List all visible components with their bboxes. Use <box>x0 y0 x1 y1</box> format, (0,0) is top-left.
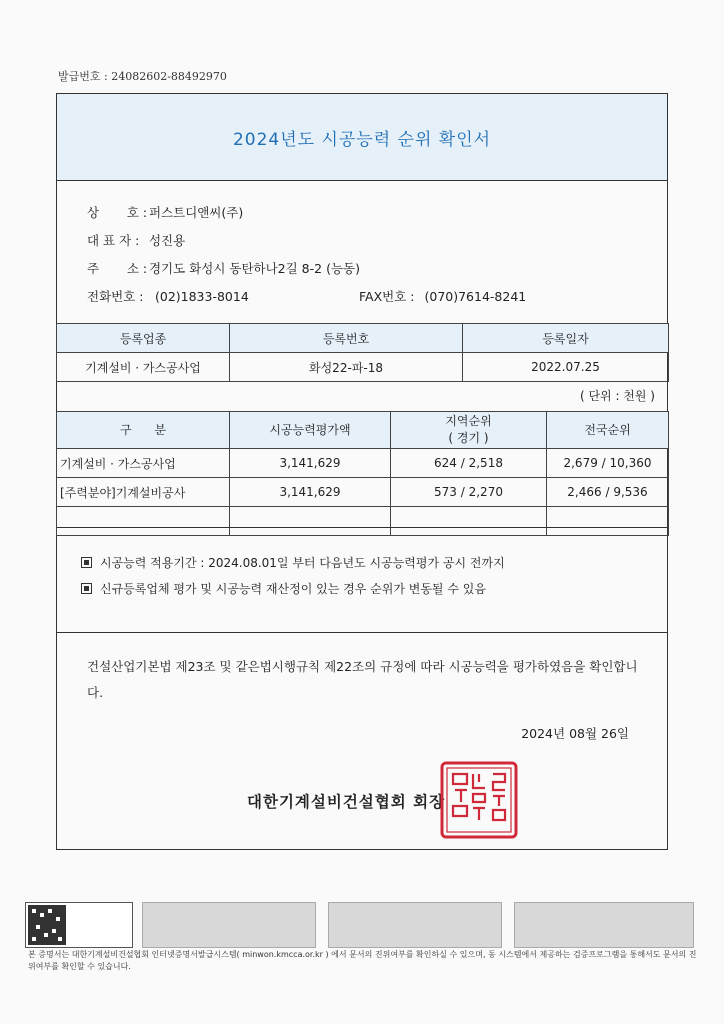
representative-row <box>87 231 185 249</box>
issuer-name: 대한기계설비건설협회 회장 <box>247 793 446 811</box>
capability-national-rank: 2,466 / 9,536 <box>547 478 669 507</box>
table-row <box>57 478 669 507</box>
capability-header-category: 구 분 <box>57 412 230 449</box>
unit-label: ( 단위 : 천원 ) <box>579 389 655 403</box>
fax-row <box>359 287 526 305</box>
registration-header-date: 등록일자 <box>463 324 669 353</box>
verification-barcode <box>142 902 316 948</box>
note-item <box>81 580 486 597</box>
registration-number: 화성22-파-18 <box>230 353 463 382</box>
company-name-row <box>87 203 243 221</box>
capability-table <box>56 411 669 536</box>
registration-header-type: 등록업종 <box>57 324 230 353</box>
square-bullet-icon <box>81 583 92 594</box>
capability-amount: 3,141,629 <box>230 449 391 478</box>
capability-national-rank: 2,679 / 10,360 <box>547 449 669 478</box>
company-name: 퍼스트디앤씨(주) <box>148 205 244 220</box>
verification-disclaimer: 본 증명서는 대한기계설비건설협회 인터넷증명서발급시스템( minwon.kmcca.or.kr ) 에서 문서의 진위여부를 확인하실 수 있으며, 동 시스템에서 제공하는 검증프로그램을 통해서도 문서의 진위여부를 확인할 수 있습니다. <box>28 950 697 971</box>
issue-date: 2024년 08월 26일 <box>521 726 629 741</box>
capability-amount: 3,141,629 <box>230 478 391 507</box>
registration-header-number: 등록번호 <box>230 324 463 353</box>
address-label: 주 소 : <box>87 261 148 276</box>
confirmation-text: 건설산업기본법 제23조 및 같은법시행규칙 제22조의 규정에 따라 시공능력을 평가하였음을 확인합니다. <box>87 659 638 700</box>
note-item <box>81 554 505 571</box>
capability-header-national-rank: 전국순위 <box>547 412 669 449</box>
registration-type: 기계설비 · 가스공사업 <box>57 353 230 382</box>
registration-table <box>56 323 669 382</box>
phone-label: 전화번호 : <box>87 289 144 304</box>
unit-row <box>57 381 667 412</box>
certificate-frame <box>56 93 668 850</box>
company-info <box>57 180 667 324</box>
company-name-label: 상 호 : <box>87 205 148 220</box>
registration-header-row <box>57 324 669 353</box>
issue-number: 발급번호 : 24082602-88492970 <box>58 70 227 83</box>
note-text: 시공능력 적용기간 : 2024.08.01일 부터 다음년도 시공능력평가 공시 전까지 <box>100 556 505 570</box>
capability-header-amount: 시공능력평가액 <box>230 412 391 449</box>
capability-category: [주력분야]기계설비공사 <box>57 478 230 507</box>
note-text: 신규등록업체 평가 및 시공능력 재산정이 있는 경우 순위가 변동될 수 있음 <box>100 582 486 596</box>
registration-date: 2022.07.25 <box>463 353 669 382</box>
address-row <box>87 259 360 277</box>
title-box <box>57 94 667 181</box>
fax: (070)7614-8241 <box>424 289 527 304</box>
fax-label: FAX번호 : <box>359 289 415 304</box>
address: 경기도 화성시 동탄하나2길 8-2 (능동) <box>148 261 360 276</box>
capability-category: 기계설비 · 가스공사업 <box>57 449 230 478</box>
notes-section <box>57 527 667 633</box>
capability-header-regional-rank: 지역순위 ( 경기 ) <box>391 412 547 449</box>
capability-regional-rank: 573 / 2,270 <box>391 478 547 507</box>
representative-label: 대 표 자 : <box>87 233 140 248</box>
registration-value-row <box>57 353 669 382</box>
phone: (02)1833-8014 <box>154 289 249 304</box>
capability-regional-rank: 624 / 2,518 <box>391 449 547 478</box>
document-title: 2024년도 시공능력 순위 확인서 <box>232 130 492 150</box>
verification-qr-code <box>25 902 133 948</box>
official-seal-icon <box>439 760 519 840</box>
square-bullet-icon <box>81 557 92 568</box>
representative: 성진용 <box>148 233 186 248</box>
verification-barcode <box>514 902 694 948</box>
table-row <box>57 449 669 478</box>
phone-row <box>87 287 249 305</box>
verification-barcode <box>328 902 502 948</box>
capability-header-row <box>57 412 669 449</box>
